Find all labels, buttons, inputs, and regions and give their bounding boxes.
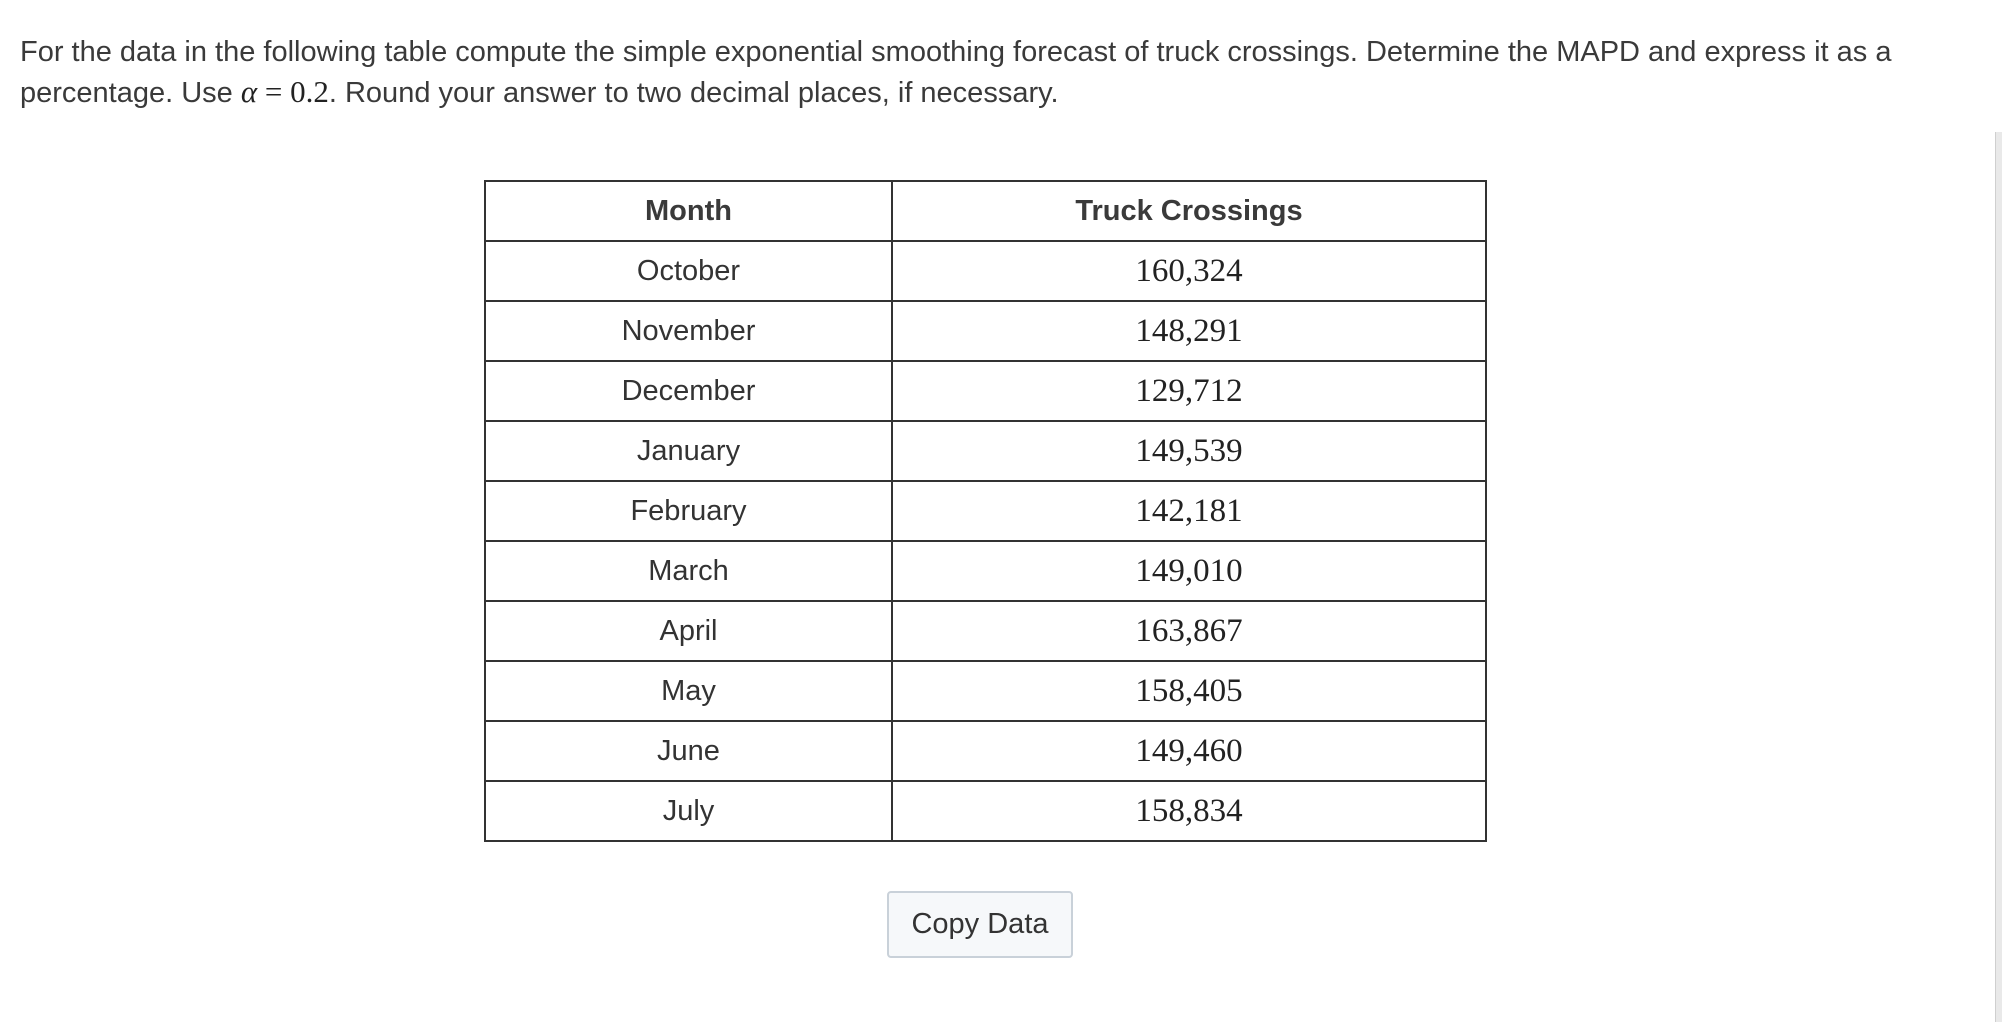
page-scrollbar[interactable] <box>1995 132 2002 1022</box>
table-row <box>485 361 1486 421</box>
month-cell: May <box>485 661 892 721</box>
month-cell: March <box>485 541 892 601</box>
table-row <box>485 541 1486 601</box>
table-row <box>485 601 1486 661</box>
truck-crossings-cell: 149,460 <box>892 721 1486 781</box>
table-row <box>485 661 1486 721</box>
truck-crossings-cell: 148,291 <box>892 301 1486 361</box>
month-cell: December <box>485 361 892 421</box>
month-cell: June <box>485 721 892 781</box>
alpha-symbol: α <box>240 74 258 109</box>
truck-crossings-cell: 163,867 <box>892 601 1486 661</box>
month-cell: October <box>485 241 892 301</box>
column-header-month: Month <box>485 181 892 241</box>
truck-crossings-table <box>484 180 1487 842</box>
table-row <box>485 241 1486 301</box>
month-cell: July <box>485 781 892 841</box>
column-header-truck-crossings: Truck Crossings <box>892 181 1486 241</box>
table-header-row <box>485 181 1486 241</box>
truck-crossings-cell: 158,405 <box>892 661 1486 721</box>
question-text-part2: . Round your answer to two decimal places, if necessary. <box>328 77 1059 109</box>
truck-crossings-cell: 160,324 <box>892 241 1486 301</box>
month-cell: November <box>485 301 892 361</box>
truck-crossings-cell: 142,181 <box>892 481 1486 541</box>
table-row <box>485 481 1486 541</box>
question-text <box>20 32 1960 113</box>
table-row <box>485 721 1486 781</box>
month-cell: February <box>485 481 892 541</box>
truck-crossings-cell: 149,539 <box>892 421 1486 481</box>
truck-crossings-cell: 158,834 <box>892 781 1486 841</box>
month-cell: January <box>485 421 892 481</box>
table-row <box>485 781 1486 841</box>
month-cell: April <box>485 601 892 661</box>
truck-crossings-cell: 149,010 <box>892 541 1486 601</box>
alpha-expression <box>241 74 329 109</box>
question-text-part1: For the data in the following table compute the simple exponential smoothing forecast of truck crossings. Determine the MAPD and express it as a percentage. Use <box>20 36 1892 109</box>
table-row <box>485 301 1486 361</box>
table-row <box>485 421 1486 481</box>
copy-data-button[interactable]: Copy Data <box>887 891 1073 958</box>
alpha-value: 0.2 <box>290 74 329 109</box>
equals-sign: = <box>257 74 291 109</box>
truck-crossings-cell: 129,712 <box>892 361 1486 421</box>
